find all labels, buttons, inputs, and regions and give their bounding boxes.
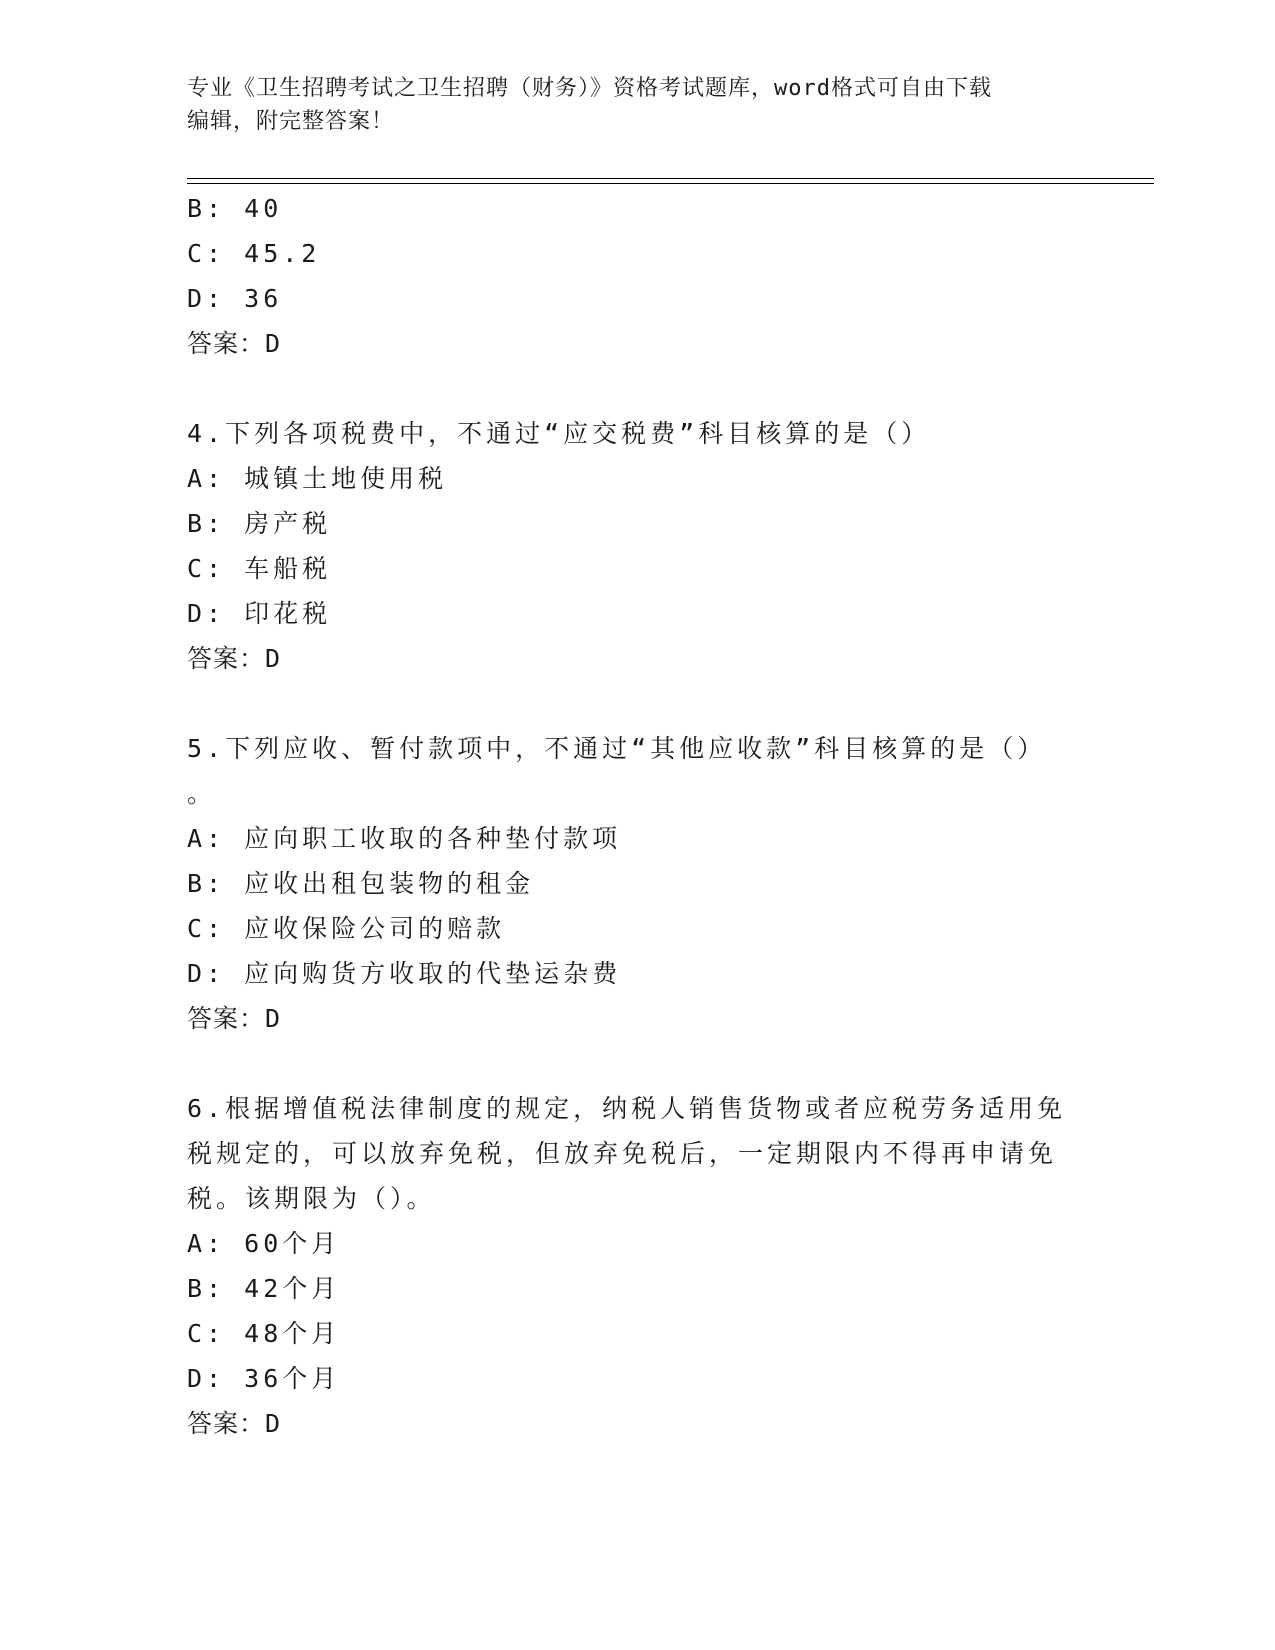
header-line-1: 专业《卫生招聘考试之卫生招聘（财务）》资格考试题库，word格式可自由下载 bbox=[187, 76, 992, 101]
q5-option-b: B: 应收出租包装物的租金 bbox=[187, 869, 535, 898]
q3-answer-value: D bbox=[265, 329, 282, 358]
q6-option-c: C: 48个月 bbox=[187, 1319, 341, 1348]
q6-answer-value: D bbox=[265, 1409, 282, 1438]
header-divider-bottom bbox=[187, 183, 1154, 184]
q5-answer bbox=[187, 1002, 281, 1036]
q6-option-a: A: 60个月 bbox=[187, 1229, 341, 1258]
q6-stem-line-1: 6.根据增值税法律制度的规定，纳税人销售货物或者应税劳务适用免 bbox=[187, 1094, 1067, 1123]
q5-answer-label: 答案： bbox=[187, 1004, 266, 1033]
q6-answer bbox=[187, 1407, 281, 1441]
q4-answer-label: 答案： bbox=[187, 644, 266, 673]
q4-stem: 4.下列各项税费中，不通过“应交税费”科目核算的是（） bbox=[187, 419, 931, 448]
q5-stem-line-1: 5.下列应收、暂付款项中，不通过“其他应收款”科目核算的是（） bbox=[187, 734, 1047, 763]
q5-answer-value: D bbox=[265, 1004, 282, 1033]
q3-option-c: C: 45.2 bbox=[187, 239, 321, 268]
q3-option-b: B: 40 bbox=[187, 194, 283, 223]
q5-stem-line-2: 。 bbox=[187, 779, 217, 808]
document-header bbox=[187, 72, 1087, 138]
q4-option-d: D: 印花税 bbox=[187, 599, 332, 628]
q4-option-a: A: 城镇土地使用税 bbox=[187, 464, 448, 493]
q4-answer-value: D bbox=[265, 644, 282, 673]
header-line-2: 编辑，附完整答案！ bbox=[187, 109, 395, 134]
q5-option-c: C: 应收保险公司的赔款 bbox=[187, 914, 506, 943]
q6-stem-line-3: 税。该期限为（）。 bbox=[187, 1184, 436, 1213]
q5-option-d: D: 应向购货方收取的代垫运杂费 bbox=[187, 959, 622, 988]
q6-option-d: D: 36个月 bbox=[187, 1364, 341, 1393]
q3-answer bbox=[187, 327, 281, 361]
q6-option-b: B: 42个月 bbox=[187, 1274, 341, 1303]
q4-option-b: B: 房产税 bbox=[187, 509, 332, 538]
q3-answer-label: 答案： bbox=[187, 329, 266, 358]
q5-option-a: A: 应向职工收取的各种垫付款项 bbox=[187, 824, 622, 853]
q6-stem-line-2: 税规定的，可以放弃免税，但放弃免税后，一定期限内不得再申请免 bbox=[187, 1139, 1058, 1168]
q6-answer-label: 答案： bbox=[187, 1409, 266, 1438]
header-divider-top bbox=[187, 178, 1154, 179]
q3-option-d: D: 36 bbox=[187, 284, 283, 313]
q4-answer bbox=[187, 642, 281, 676]
q4-option-c: C: 车船税 bbox=[187, 554, 332, 583]
